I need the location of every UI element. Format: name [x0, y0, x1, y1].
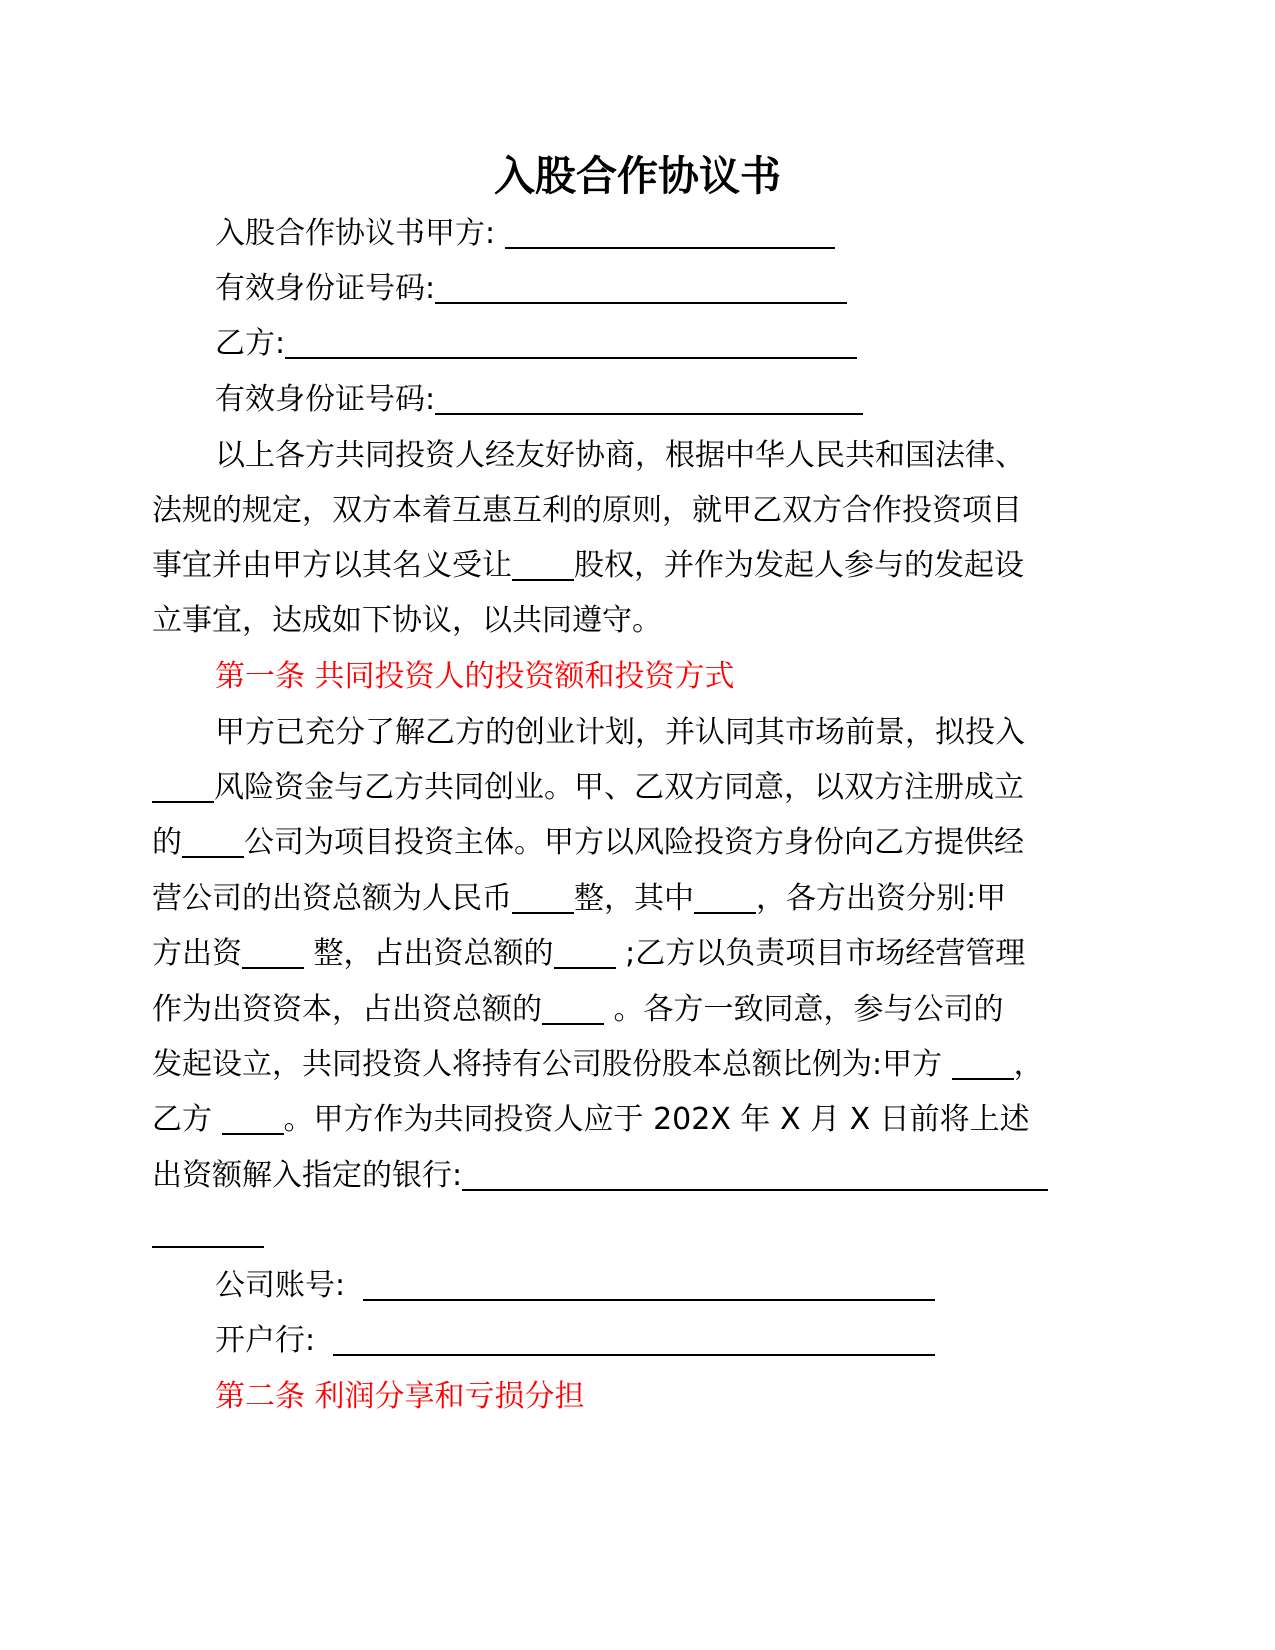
preamble-line-1: 以上各方共同投资人经友好协商，根据中华人民共和国法律、: [215, 438, 1025, 473]
preamble-line-2: 法规的规定，双方本着互惠互利的原则，就甲乙双方合作投资项目: [152, 493, 1022, 528]
preamble-line-3-b: 股权，并作为发起人参与的发起设: [574, 548, 1024, 583]
party-b-id-label: 有效身份证号码:: [215, 382, 436, 417]
article-1-line-6-b: 。各方一致同意，参与公司的: [604, 992, 1004, 1027]
party-b-id-blank: [435, 383, 863, 415]
party-a-contribution-blank: [242, 937, 304, 969]
party-b-share-blank: [542, 993, 604, 1025]
article-1-line-3-b: 公司为项目投资主体。甲方以风险投资方身份向乙方提供经: [244, 825, 1024, 860]
investment-blank: [152, 771, 214, 803]
article-1-line-5-b: 整，占出资总额的: [304, 936, 554, 971]
party-a-id-line: [215, 269, 847, 309]
party-a-id-label: 有效身份证号码:: [215, 271, 436, 306]
preamble-line-3-a: 事宜并由甲方以其名义受让: [152, 548, 512, 583]
bank-name-blank-continued: [152, 1246, 264, 1248]
article-1-line-5-a: 方出资: [152, 936, 242, 971]
company-name-blank: [182, 826, 244, 858]
party-b-ratio-blank: [222, 1103, 284, 1135]
bank-blank: [333, 1324, 935, 1356]
article-1-line-6-a: 作为出资资本，占出资总额的: [152, 992, 542, 1027]
article-1-line-3-a: 的: [152, 825, 182, 860]
document-title: 入股合作协议书: [494, 152, 781, 200]
article-1-line-7-b: ，: [1013, 1047, 1044, 1082]
article-1-line-2-b: 风险资金与乙方共同创业。甲、乙双方同意，以双方注册成立: [214, 770, 1024, 805]
account-label: 公司账号:: [215, 1268, 355, 1303]
article-1-line-4-b: 整，其中: [574, 881, 694, 916]
preamble-line-4: 立事宜，达成如下协议，以共同遵守。: [152, 603, 662, 638]
article-1-line-3: [152, 823, 1024, 863]
article-1-line-8: [152, 1100, 1030, 1140]
article-1-line-9: [152, 1156, 1048, 1196]
party-a-id-blank: [435, 272, 847, 304]
party-b-label: 乙方:: [215, 326, 286, 361]
equity-blank: [512, 549, 574, 581]
article-1-line-7-a: 发起设立，共同投资人将持有公司股份股本总额比例为:甲方: [152, 1047, 952, 1082]
article-1-line-8-a: 乙方: [152, 1102, 222, 1137]
article-1-line-7: [152, 1045, 1044, 1085]
party-b-blank: [285, 327, 857, 359]
article-1-line-5-c: ;乙方以负责项目市场经营管理: [615, 936, 1026, 971]
article-1-heading: 第一条 共同投资人的投资额和投资方式: [215, 659, 735, 694]
bank-line: [215, 1321, 935, 1361]
party-a-ratio-blank: [952, 1048, 1014, 1080]
breakdown-blank: [694, 882, 756, 914]
article-1-line-1: 甲方已充分了解乙方的创业计划，并认同其市场前景，拟投入: [215, 715, 1025, 750]
preamble-line-3: [152, 546, 1024, 586]
party-a-blank: [505, 217, 835, 249]
party-a-label: 入股合作协议书甲方:: [215, 216, 496, 251]
article-1-line-6: [152, 990, 1004, 1030]
account-blank: [363, 1269, 935, 1301]
article-1-line-5: [152, 934, 1025, 974]
party-a-share-blank: [554, 937, 616, 969]
bank-name-blank: [462, 1159, 1048, 1191]
article-1-line-4-c: ，各方出资分别:甲: [756, 881, 1007, 916]
article-1-line-2: [152, 768, 1024, 808]
article-1-line-4: [152, 879, 1006, 919]
party-b-id-line: [215, 380, 863, 420]
party-a-line: [215, 214, 835, 254]
total-amount-blank: [512, 882, 574, 914]
article-1-line-4-a: 营公司的出资总额为人民币: [152, 881, 512, 916]
account-line: [215, 1266, 935, 1306]
article-1-line-8-b: 。甲方作为共同投资人应于 202X 年 X 月 X 日前将上述: [283, 1102, 1030, 1137]
article-2-heading: 第二条 利润分享和亏损分担: [215, 1379, 585, 1414]
party-b-line: [215, 324, 857, 364]
bank-label: 开户行:: [215, 1323, 325, 1358]
article-1-line-9-text: 出资额解入指定的银行:: [152, 1158, 463, 1193]
